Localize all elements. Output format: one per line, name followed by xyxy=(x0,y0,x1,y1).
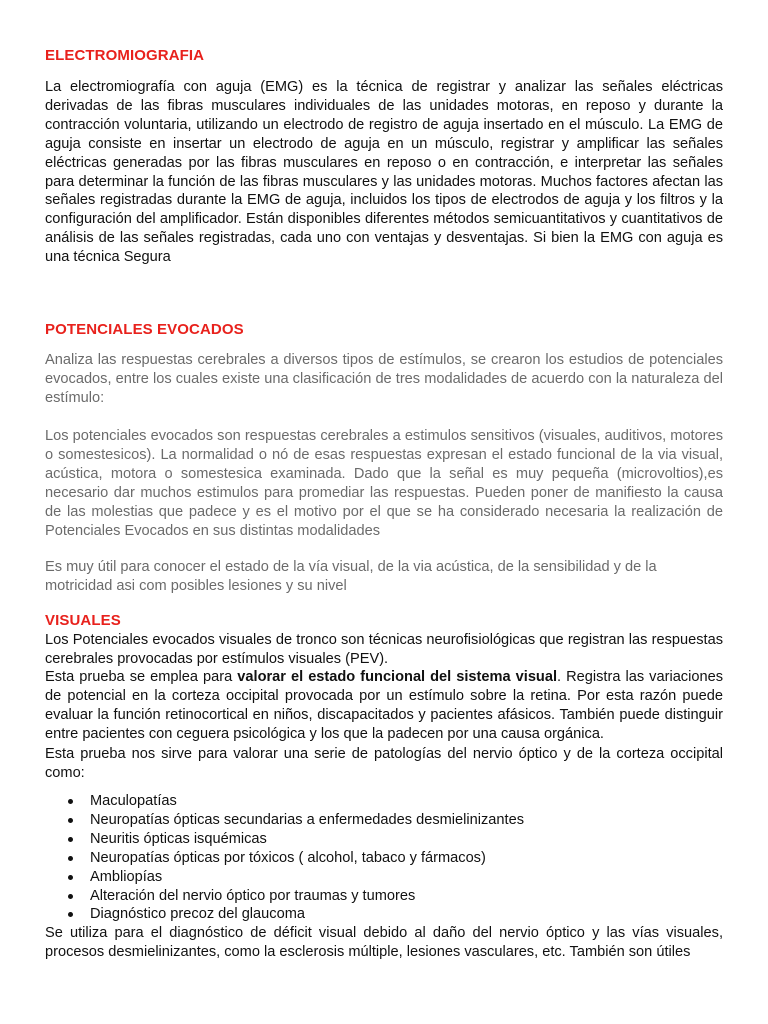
visuales-paragraph-purpose xyxy=(45,668,723,744)
list-item-text: Neuritis ópticas isquémicas xyxy=(90,830,267,847)
list-item xyxy=(45,849,723,868)
bullet-icon xyxy=(68,912,73,917)
visuales-paragraph-intro: Los Potenciales evocados visuales de tronco son técnicas neurofisiológicas que registran las respuestas cerebrales provocadas por estímulos visuales (PEV). xyxy=(45,632,723,667)
pathology-list xyxy=(45,792,723,924)
list-item-text: Diagnóstico precoz del glaucoma xyxy=(90,906,305,923)
list-item-text: Neuropatías ópticas por tóxicos ( alcohol, tabaco y fármacos) xyxy=(90,849,486,866)
list-item xyxy=(45,811,723,830)
potenciales-paragraph-utility: Es muy útil para conocer el estado de la vía visual, de la via acústica, de la sensibilidad y de la motricidad asi com posibles lesiones y su nivel xyxy=(45,559,657,594)
bullet-icon xyxy=(68,837,73,842)
bullet-icon xyxy=(68,799,73,804)
potenciales-paragraph-description: Los potenciales evocados son respuestas cerebrales a estimulos sensitivos (visuales, auditivos, motores o somestesicos). La normalidad o nó de esas respuestas expresan el estado funcional de la via visual, acústica, motora o somestesica examinada. Dado que la señal es muy pequeña (microvoltios),es necesario dar muchos estimulos para promediar las respuestas. Pueden poner de manifiesto la causa de las molestias que padece y es el motivo por el que se ha considerado necesaria la realización de Potenciales Evocados en sus distintas modalidades xyxy=(45,428,723,539)
list-item xyxy=(45,868,723,887)
section-heading-electromiografia: ELECTROMIOGRAFIA xyxy=(45,47,205,64)
list-item-text: Alteración del nervio óptico por traumas y tumores xyxy=(90,887,416,904)
bullet-icon xyxy=(68,856,73,861)
list-item xyxy=(45,792,723,811)
visuales-paragraph-pathologies: Esta prueba nos sirve para valorar una serie de patologías del nervio óptico y de la corteza occipital como: xyxy=(45,746,723,781)
list-item-text: Ambliopías xyxy=(90,868,163,885)
visuales-purpose-text-start: Esta prueba se emplea para xyxy=(45,669,238,685)
visuales-paragraph-usage: Se utiliza para el diagnóstico de déficit visual debido al daño del nervio óptico y las vías visuales, procesos desmielinizantes, como la esclerosis múltiple, lesiones vasculares, etc. También son útiles xyxy=(45,925,723,960)
bullet-icon xyxy=(68,818,73,823)
list-item-text: Maculopatías xyxy=(90,793,177,809)
section-heading-potenciales-evocados: POTENCIALES EVOCADOS xyxy=(45,321,244,338)
list-item xyxy=(45,905,723,924)
list-item-text: Neuropatías ópticas secundarias a enfermedades desmielinizantes xyxy=(90,811,525,828)
visuales-purpose-text-end: . Registra las variaciones de potencial en la corteza occipital provocada por un estímulo sobre la retina. Por esta razón puede evaluar la función retinocortical en niños, discapacitados y pacientes afásicos. También puede distinguir entre pacientes con ceguera psicológica y los que la padecen por una causa orgánica. xyxy=(45,669,723,742)
section-heading-visuales: VISUALES xyxy=(45,612,121,629)
visuales-purpose-bold-text: valorar el estado funcional del sistema visual xyxy=(237,669,558,685)
emg-paragraph: La electromiografía con aguja (EMG) es la técnica de registrar y analizar las señales eléctricas derivadas de las fibras musculares individuales de las unidades motoras, en reposo y durante la contracción voluntaria, utilizando un electrodo de registro de aguja insertado en el músculo. La EMG de aguja consiste en insertar un electrodo de aguja en un músculo, registrar y amplificar las señales eléctricas generadas por las fibras musculares en reposo o en contracción, e interpretar las señales para determinar la función de las fibras musculares y las unidades motoras. Muchos factores afectan las señales registradas durante la EMG de aguja, incluidos los tipos de electrodos de aguja y los filtros y la configuración del amplificador. Están disponibles diferentes métodos semicuantitativos y cuantitativos de análisis de las señales registradas, cada uno con ventajas y desventajas. Si bien la EMG con aguja es una técnica Segura xyxy=(45,79,723,266)
potenciales-paragraph-intro: Analiza las respuestas cerebrales a diversos tipos de estímulos, se crearon los estudios de potenciales evocados, entre los cuales existe una clasificación de tres modalidades de acuerdo con la naturaleza del estímulo: xyxy=(45,352,723,406)
list-item xyxy=(45,830,723,849)
bullet-icon xyxy=(68,875,73,880)
bullet-icon xyxy=(68,894,73,899)
list-item xyxy=(45,887,723,906)
